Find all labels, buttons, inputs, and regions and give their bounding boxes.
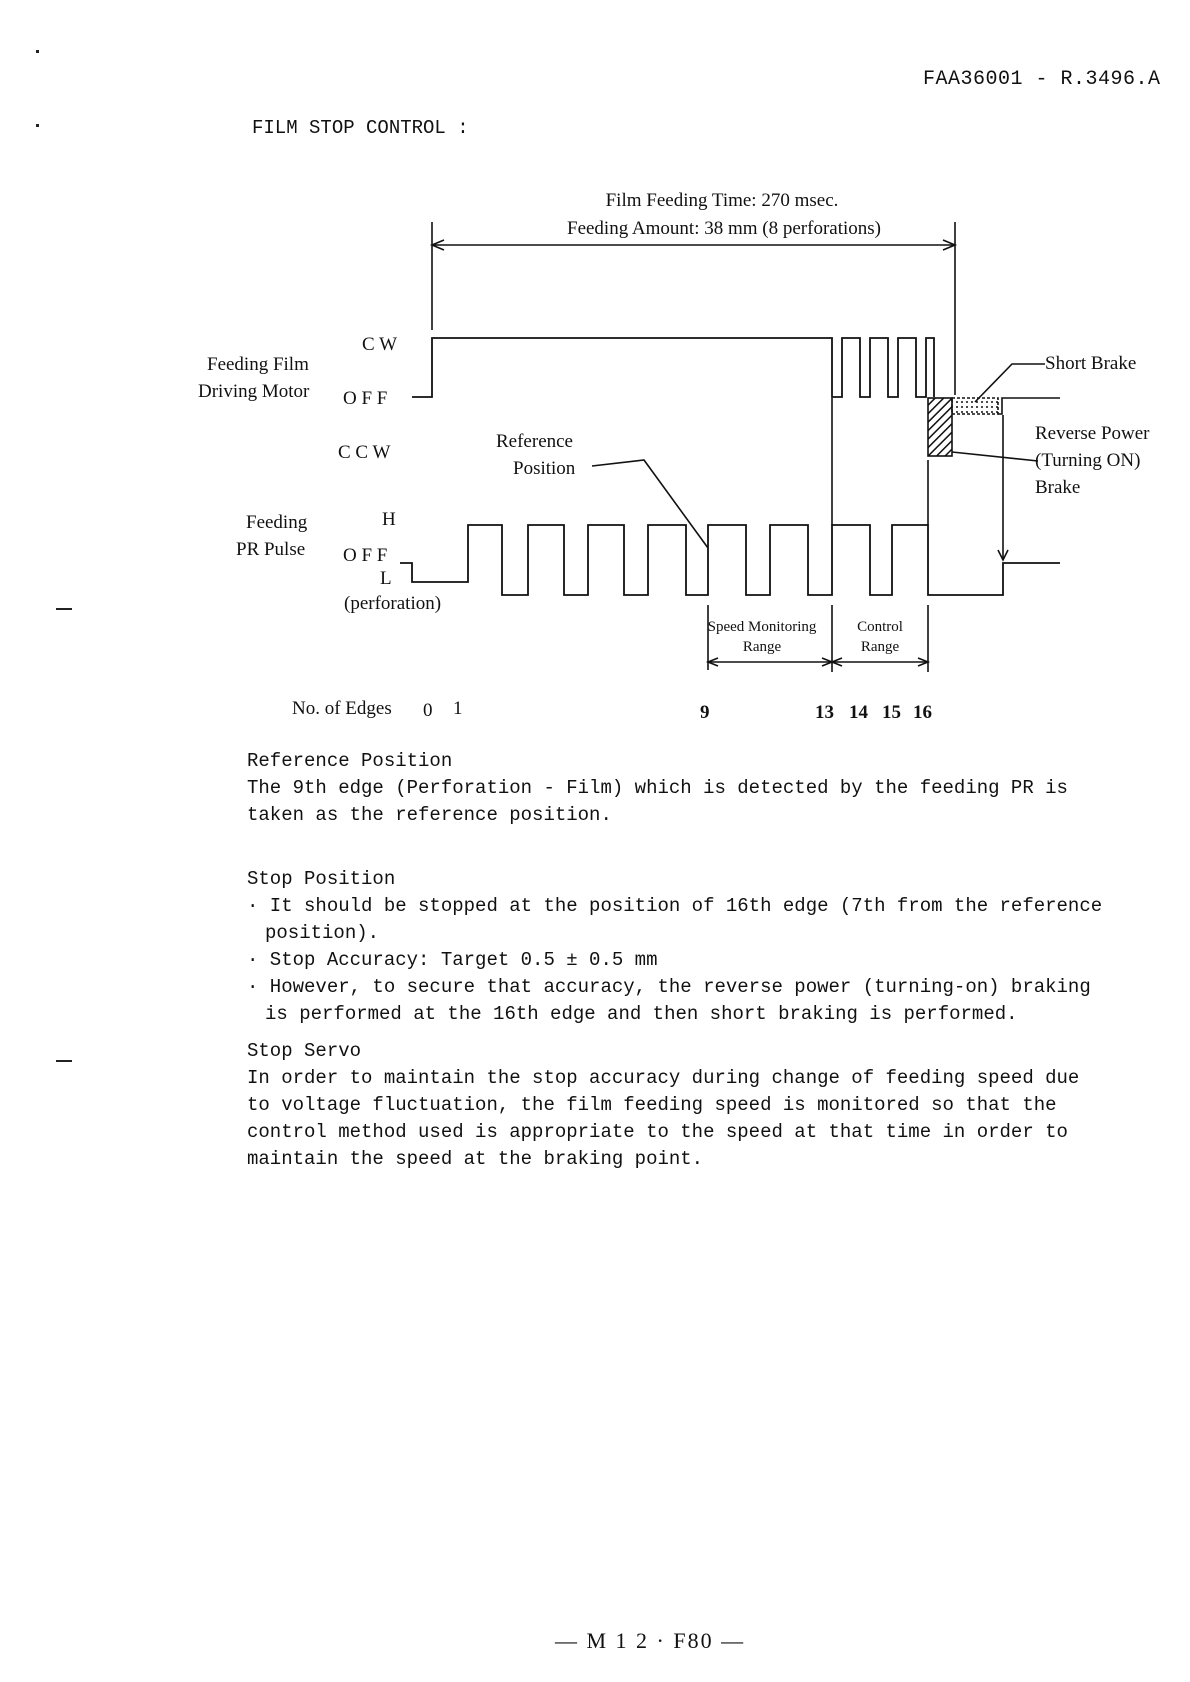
edges-label: No. of Edges xyxy=(292,698,392,719)
short-brake-label: Short Brake xyxy=(1045,353,1137,374)
l-label: L xyxy=(380,568,392,589)
reverse-brake-line3: Brake xyxy=(1035,477,1081,498)
scan-mark xyxy=(56,608,72,610)
feeding-amount-label: Feeding Amount: 38 mm (8 perforations) xyxy=(567,218,881,239)
stop-servo-text: In order to maintain the stop accuracy during change of feeding speed due to voltage fluctuation, the film feeding speed is monitored so that the control method used is appropriate to the speed at that time in order to maintain the speed at the braking point. xyxy=(247,1067,1080,1170)
motor-label-line1: Feeding Film xyxy=(207,354,309,375)
stop-position-bullet: · It should be stopped at the position of 16th edge (7th from the reference position). xyxy=(247,895,1103,944)
edge-number: 9 xyxy=(700,702,710,723)
pr-off-label: O F F xyxy=(343,545,388,566)
h-label: H xyxy=(382,509,396,530)
edge-number: 16 xyxy=(913,702,932,723)
perforation-label: (perforation) xyxy=(344,593,442,614)
section-title: FILM STOP CONTROL : xyxy=(252,117,469,139)
reference-position-text: The 9th edge (Perforation - Film) which is detected by the feeding PR is taken as the reference position. xyxy=(247,777,1068,826)
cw-label: C W xyxy=(362,334,398,355)
ccw-label: C C W xyxy=(338,442,391,463)
speed-monitoring-line2: Range xyxy=(742,639,782,655)
stop-position-section xyxy=(247,866,1107,1028)
stop-position-heading: Stop Position xyxy=(247,868,396,890)
stop-position-bullet: · However, to secure that accuracy, the reverse power (turning-on) braking is performed at the 16th edge and then short braking is performed. xyxy=(247,976,1091,1025)
control-range-line1: Control xyxy=(857,619,903,635)
reference-position-line1: Reference xyxy=(496,431,573,452)
reverse-brake-leader xyxy=(952,452,1038,461)
motor-off-label: O F F xyxy=(343,388,388,409)
edge-number: 1 xyxy=(453,698,463,719)
pr-label-line2: PR Pulse xyxy=(236,539,306,560)
stop-servo-section xyxy=(247,1038,1107,1173)
pr-label-line1: Feeding xyxy=(246,512,308,533)
motor-waveform xyxy=(412,338,934,397)
reference-position-heading: Reference Position xyxy=(247,750,453,772)
reverse-brake-line2: (Turning ON) xyxy=(1035,450,1141,471)
stop-servo-heading: Stop Servo xyxy=(247,1040,362,1062)
reference-position-section xyxy=(247,748,1107,829)
scan-mark xyxy=(36,124,39,127)
scan-mark xyxy=(56,1060,72,1062)
reverse-brake-line1: Reverse Power xyxy=(1035,423,1150,444)
timing-diagram xyxy=(0,0,1190,760)
film-feeding-time-label: Film Feeding Time: 270 msec. xyxy=(605,190,839,211)
document-id: FAA36001 - R.3496.A xyxy=(923,68,1161,91)
reference-position-line2: Position xyxy=(513,458,576,479)
edge-number: 13 xyxy=(815,702,834,723)
reference-leader xyxy=(592,460,708,548)
control-range-line2: Range xyxy=(860,639,900,655)
page-footer: — M 1 2 · F80 — xyxy=(555,1628,746,1653)
scan-mark xyxy=(36,50,39,53)
motor-label-line2: Driving Motor xyxy=(198,381,310,402)
pr-pulse-waveform xyxy=(400,525,1060,595)
motor-tail xyxy=(998,398,1060,414)
short-brake-block xyxy=(952,398,998,414)
speed-monitoring-line1: Speed Monitoring xyxy=(707,619,817,635)
reverse-brake-block xyxy=(928,398,952,456)
edge-number: 15 xyxy=(882,702,901,723)
stop-position-bullet: · Stop Accuracy: Target 0.5 ± 0.5 mm xyxy=(247,949,658,971)
short-brake-leader xyxy=(975,364,1045,402)
edge-number: 14 xyxy=(849,702,868,723)
edge-number: 0 xyxy=(423,700,433,721)
